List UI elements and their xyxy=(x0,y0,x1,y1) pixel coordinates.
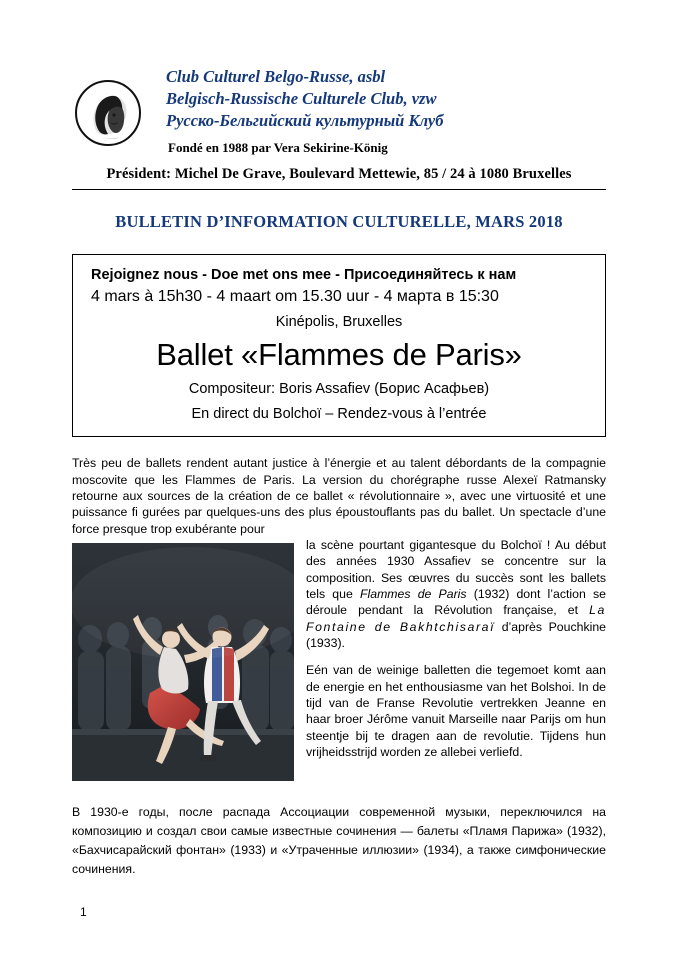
ballet-dancers-photo xyxy=(72,543,294,781)
fr-wrap-text-3: d’après Pouchkine (1933). xyxy=(306,619,606,651)
event-venue: Kinépolis, Bruxelles xyxy=(275,314,403,331)
fr-wrap-text-1: la scène pourtant gigantesque du Bolchoï ! Au début des années 1930 Assafiev se concentre sur la composition. Ses œuvres du succès sont les ballets tels que xyxy=(306,538,606,602)
page-number: 1 xyxy=(80,905,87,919)
president-line: Président: Michel De Grave, Boulevard Mettewie, 85 / 24 à 1080 Bruxelles xyxy=(106,166,572,183)
event-composer: Compositeur: Boris Assafiev (Борис Асафьев) xyxy=(188,381,490,398)
fr-wrap-text-2: (1932) dont l’action se déroule pendant la Révolution française, et xyxy=(306,587,606,618)
logo-container xyxy=(72,66,144,146)
fr-wrap-italic-1: Flammes de Paris xyxy=(359,587,467,602)
event-dates-line: 4 mars à 15h30 - 4 maart om 15.30 uur - 4 марта в 15:30 xyxy=(91,288,499,306)
paragraph-french-intro: Très peu de ballets rendent autant justice à l’énergie et au talent débordants de la compagnie moscovite que les Flammes de Paris. La version du chorégraphe russe Alexeï Ratmansky retourne aux sources de la création de ce ballet « révolutionnaire », avec une virtuosité et une puissance fi gurées par quelques-uns des plus époustouflants pas du ballet. Un spectacle d’une force presque trop exubérante pour xyxy=(72,456,606,536)
paragraph-russian: В 1930-е годы, после распада Ассоциации современной музыки, переключился на композицию и создал свои самые известные сочинения — балеты «Пламя Парижа» (1932), «Бахчисарайский фонтан» (1933) и «Утраченные иллюзии» (1934), а также симфонические сочинения. xyxy=(72,805,606,877)
masthead xyxy=(72,0,606,156)
founded-line: Fondé en 1988 par Vera Sekirine-König xyxy=(168,140,388,156)
org-name-nl: Belgisch-Russische Culturele Club, vzw xyxy=(166,88,437,108)
bulletin-title: BULLETIN D’INFORMATION CULTURELLE, MARS 2018 xyxy=(115,212,563,232)
org-name-ru: Русско-Бельгийский культурный Клуб xyxy=(166,110,444,130)
org-name-fr: Club Culturel Belgo-Russe, asbl xyxy=(166,67,386,86)
event-invite-line: Rejoignez nous - Doe met ons mee - Присоединяйтесь к нам xyxy=(91,267,517,284)
event-title: Ballet «Flammes de Paris» xyxy=(156,337,522,373)
article-body xyxy=(72,455,606,879)
paragraph-dutch: Eén van de weinige balletten die tegemoet komt aan de energie en het enthousiasme van het Bolshoi. In de tijd van de Franse Revolutie vertrekken Jeanne en haar broer Jérôme vanuit Marseille naar Parijs om hun steentje bij te dragen aan de revolutie. Tijdens hun vrijheidsstrijd worden ze allebei verliefd. xyxy=(306,663,606,760)
event-footer-note: En direct du Bolchoï – Rendez-vous à l’entrée xyxy=(191,406,487,423)
event-announcement-box xyxy=(72,254,606,437)
fr-wrap-italic-2: La Fontaine de Bakhtchisaraï xyxy=(306,603,606,634)
org-name-block xyxy=(144,66,606,156)
header-divider xyxy=(72,189,606,190)
pushkin-profile-logo-icon xyxy=(75,80,141,146)
